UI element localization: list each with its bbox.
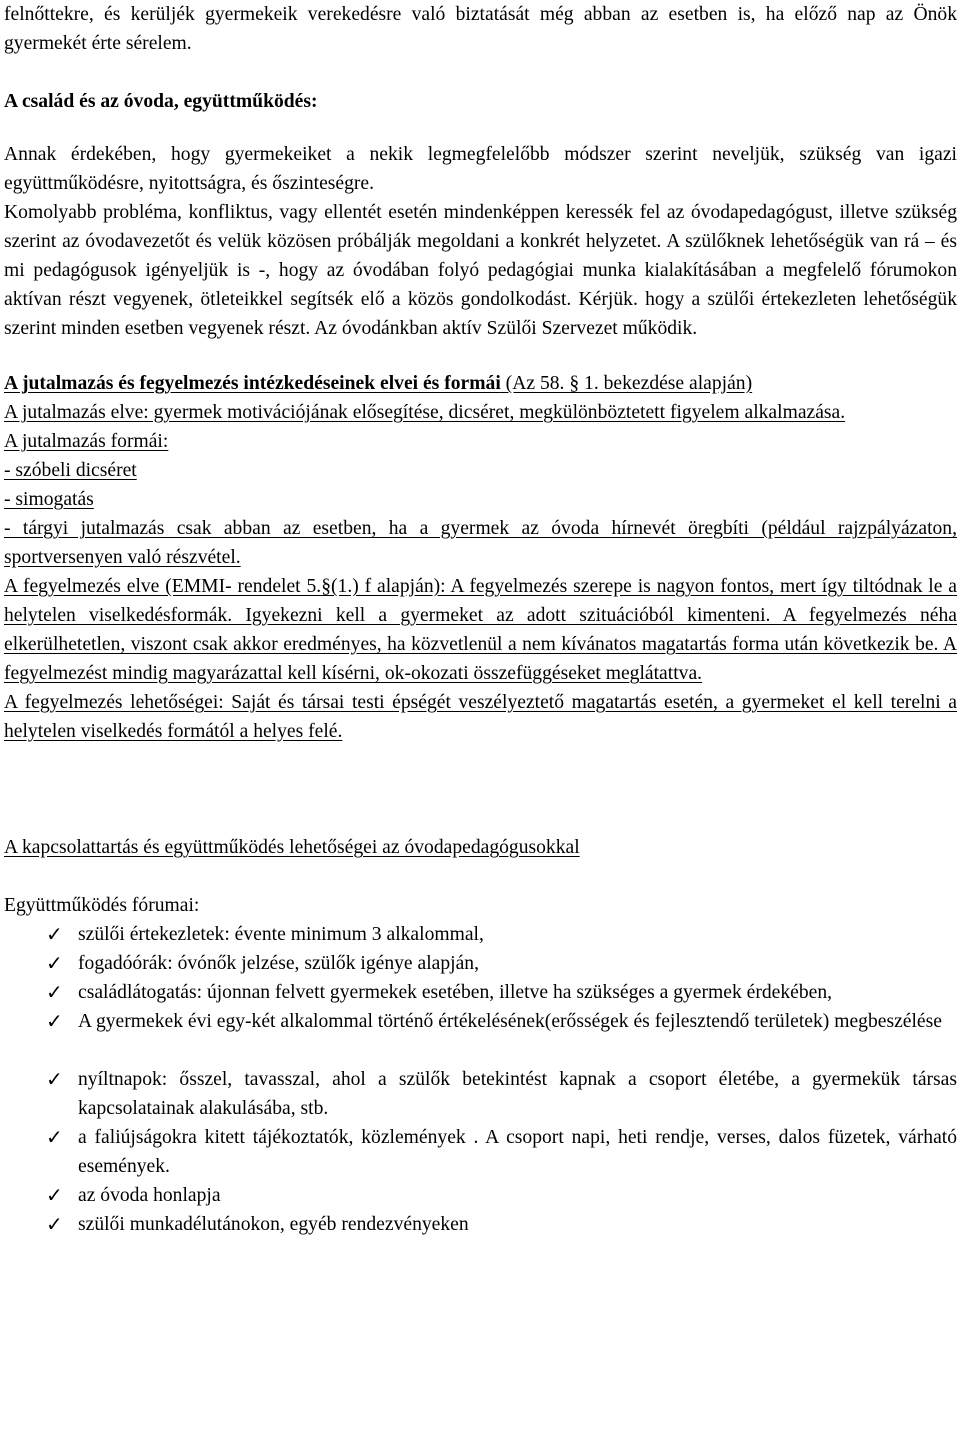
checkmark-icon: ✓	[46, 1183, 63, 1207]
reward-form-item: - tárgyi jutalmazás csak abban az esetben, ha a gyermek az óvoda hírnevét öregbíti (például rajzpályázaton, sportversenyen való részvétel.	[4, 518, 957, 568]
list-item-text: szülői munkadélutánokon, egyéb rendezvényeken	[78, 1214, 469, 1235]
checkmark-icon: ✓	[46, 922, 63, 946]
list-item-text: szülői értekezletek: évente minimum 3 alkalommal,	[78, 924, 484, 945]
forums-list-a	[0, 920, 960, 1036]
list-item-text: az óvoda honlapja	[78, 1185, 221, 1206]
reward-heading-ref: (Az 58. § 1. bekezdése alapján)	[500, 373, 753, 394]
reward-form-item: - szóbeli dicséret	[4, 460, 137, 481]
forums-label: Együttműködés fórumai:	[4, 895, 200, 916]
reward-forms-label: A jutalmazás formái:	[4, 431, 169, 452]
reward-heading-bold: A jutalmazás és fegyelmezés intézkedéseinek elvei és formái	[4, 373, 501, 394]
reward-heading	[0, 369, 960, 398]
list-item	[0, 978, 960, 1007]
discipline-options: A fegyelmezés lehetőségei: Saját és társai testi épségét veszélyeztető magatartás esetén, a gyermeket el kell terelni a helytelen viselkedés formától a helyes felé.	[4, 692, 957, 742]
discipline-principle: A fegyelmezés elve (EMMI- rendelet 5.§(1.) f alapján): A fegyelmezés szerepe is nagyon fontos, mert így tiltódnak le a helytelen viselkedésformák. Igyekezni kell a gyermeket az adott szituációból kimenteni. A fegyelmezés néha elkerülhetetlen, viszont csak akkor eredményes, ha közvetlenül a nem kívánatos magatartás forma után következik be. A fegyelmezést mindig magyarázattal kell kísérni, ok-okozati összefüggéseket meglátattva.	[4, 576, 957, 684]
cooperation-paragraph: Annak érdekében, hogy gyermekeiket a nekik legmegfelelőbb módszer szerint neveljük, szükség van igazi együttműködésre, nyitottságra, és őszinteségre.	[4, 144, 957, 194]
list-item-text: családlátogatás: újonnan felvett gyermekek esetében, illetve ha szükséges a gyermek érdekében,	[78, 982, 833, 1003]
list-item-text: a faliújságokra kitett tájékoztatók, közlemények . A csoport napi, heti rendje, verses, dalos füzetek, várható események.	[78, 1127, 957, 1177]
list-item	[0, 1210, 960, 1239]
list-item	[0, 1123, 960, 1181]
list-item	[0, 1007, 960, 1036]
reward-principle: A jutalmazás elve: gyermek motivációjának elősegítése, dicséret, megkülönböztetett figyelem alkalmazása.	[4, 402, 846, 423]
conflict-paragraph: Komolyabb probléma, konfliktus, vagy ellentét esetén mindenképpen keressék fel az óvodapedagógust, illetve szükség szerint az óvodavezetőt és velük közösen próbálják megoldani a konkrét helyzetet. A szülőknek lehetőségük van rá – és mi pedagógusok igényeljük is -, hogy az óvodában folyó pedagógiai munka kialakításában a megfelelő fórumokon aktívan részt vegyenek, ötleteikkel segítsék elő a közös gondolkodást. Kérjük. hogy a szülői értekezleten lehetőségük szerint minden esetben vegyenek részt. Az óvodánkban aktív Szülői Szervezet működik.	[4, 202, 957, 339]
checkmark-icon: ✓	[46, 1212, 63, 1236]
list-item	[0, 1065, 960, 1123]
checkmark-icon: ✓	[46, 951, 63, 975]
checkmark-icon: ✓	[46, 1125, 63, 1149]
section-heading-family: A család és az óvoda, együttműködés:	[4, 91, 318, 112]
checkmark-icon: ✓	[46, 1067, 63, 1091]
checkmark-icon: ✓	[46, 1009, 63, 1033]
list-item	[0, 949, 960, 978]
intro-paragraph: felnőttekre, és kerüljék gyermekeik verekedésre való biztatását még abban az esetben is, ha előző nap az Önök gyermekét érte sérelem.	[4, 4, 957, 54]
list-item	[0, 1181, 960, 1210]
list-item	[0, 920, 960, 949]
list-item-text: nyíltnapok: ősszel, tavasszal, ahol a szülők betekintést kapnak a csoport életébe, a gyermekük társas kapcsolatainak alakulásába, stb.	[78, 1069, 957, 1119]
list-item-text: fogadóórák: óvónők jelzése, szülők igénye alapján,	[78, 953, 479, 974]
reward-form-item: - simogatás	[4, 489, 94, 510]
checkmark-icon: ✓	[46, 980, 63, 1004]
forums-list-b	[0, 1065, 960, 1239]
list-item-text: A gyermekek évi egy-két alkalommal történő értékelésének(erősségek és fejlesztendő területek) megbeszélése	[78, 1011, 942, 1032]
contact-heading: A kapcsolattartás és együttműködés lehetőségei az óvodapedagógusokkal	[4, 837, 580, 858]
